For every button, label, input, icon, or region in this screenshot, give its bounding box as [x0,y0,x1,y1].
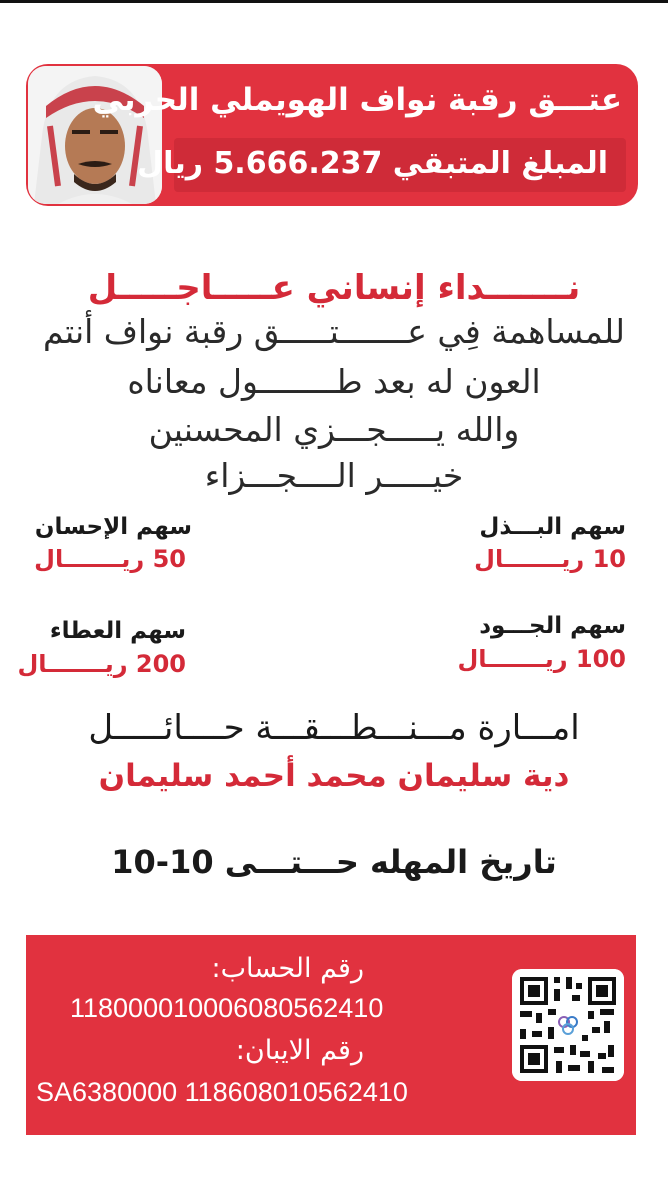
appeal-title: نـــــــداء إنساني عـــــاجـــــل [87,268,581,308]
share-price: 100 ريـــــــال [457,645,626,673]
account-label: رقم الحساب: [211,953,364,984]
deadline: تاريخ المهله حـــتـــى 10-10 [111,843,557,881]
share-name: سهم البـــذل [479,514,626,540]
share-price: 10 ريـــــــال [474,545,626,573]
share-name: سهم الجـــود [479,613,626,639]
share-name: سهم الإحسان [34,514,192,540]
appeal-line: للمساهمة فِي عـــــــتـــــق رقبة نواف أنتم [43,312,625,351]
share-price: 50 ريـــــــال [34,545,186,573]
top-divider [0,0,668,3]
share-price: 200 ريـــــــال [17,650,186,678]
appeal-line: والله يـــــجـــزي المحسنين [148,410,520,449]
account-number: 118000010006080562410 [70,993,384,1023]
blood-money-title: دية سليمان محمد أحمد سليمان [98,758,570,794]
qr-code[interactable] [512,969,624,1081]
iban-number: SA6380000 118608010562410 [36,1077,408,1107]
remaining-amount-box [137,138,626,192]
qr-code-icon [512,969,624,1081]
region-title: امـــارة مـــنـــطـــقـــة حــــائـــــل [88,708,580,748]
appeal-line: خيـــــر الــــجـــزاء [204,456,464,495]
appeal-line: العون له بعد طــــــــول معاناه [127,362,541,401]
iban-label: رقم الايبان: [235,1035,364,1066]
bank-details-box [26,935,636,1135]
header-title: عتـــق رقبة نواف الهويملي الحربي [92,82,622,118]
remaining-amount: المبلغ المتبقي 5.666.237 ريال [137,146,608,181]
share-name: سهم العطاء [49,618,186,644]
header-banner [26,64,638,206]
